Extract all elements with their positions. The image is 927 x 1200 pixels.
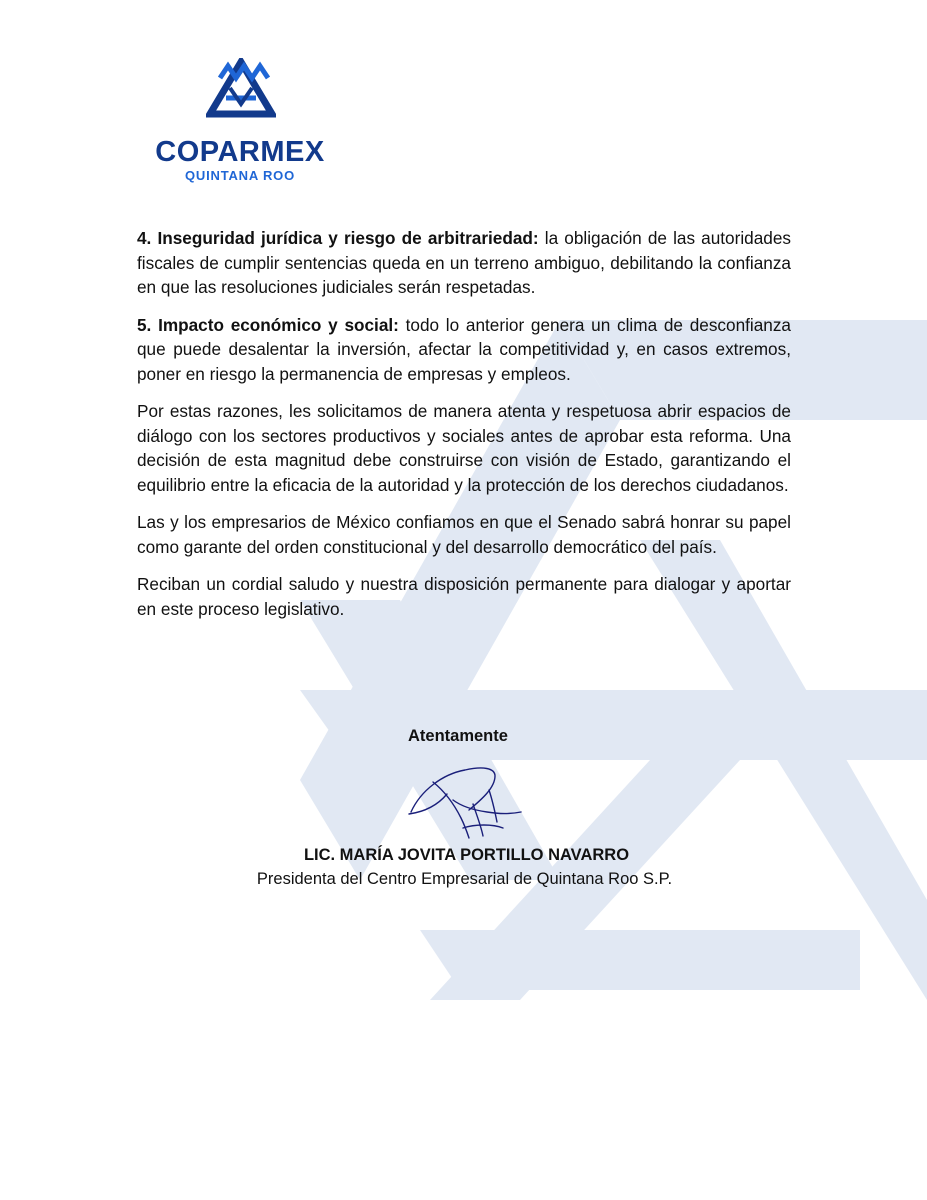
paragraph-trust: Las y los empresarios de México confiamos en que el Senado sabrá honrar su papel como garante del orden constitucional y del desarrollo democrático del país.: [137, 512, 791, 557]
point-4-text: la obligación de las autoridades fiscales de cumplir sentencias queda en un terreno ambiguo, debilitando la confianza en que las resoluciones judiciales serán respetadas.: [137, 228, 791, 297]
point-5-heading: 5. Impacto económico y social:: [137, 314, 399, 335]
signer-role: Presidenta del Centro Empresarial de Quintana Roo S.P.: [256, 870, 673, 888]
point-4: [137, 226, 791, 300]
point-5: [137, 313, 791, 387]
paragraph-greeting: Reciban un cordial saludo y nuestra disposición permanente para dialogar y aportar en este proceso legislativo.: [137, 574, 791, 619]
letter-body: [137, 226, 791, 634]
signer-name: LIC. MARÍA JOVITA PORTILLO NAVARRO: [303, 846, 630, 864]
paragraph-request: Por estas razones, les solicitamos de manera atenta y respetuosa abrir espacios de diálogo con los sectores productivos y sociales antes de aprobar esta reforma. Una decisión de esta magnitud debe construirse con visión de Estado, garantizando el equilibrio entre la eficacia de la autoridad y la protección de los derechos ciudadanos.: [137, 401, 791, 495]
brand-region: QUINTANA ROO: [185, 168, 295, 183]
coparmex-logo: [140, 58, 340, 188]
point-4-heading: 4. Inseguridad jurídica y riesgo de arbitrariedad:: [137, 228, 539, 248]
point-5-text: todo lo anterior genera un clima de desconfianza que puede desalentar la inversión, afectar la competitividad y, en casos extremos, poner en riesgo la permanencia de empresas y empleos.: [137, 314, 791, 384]
brand-name: COPARMEX: [155, 136, 325, 168]
handwritten-signature: [403, 760, 528, 845]
closing: Atentamente: [408, 727, 508, 745]
coparmex-emblem-icon: [206, 58, 276, 118]
